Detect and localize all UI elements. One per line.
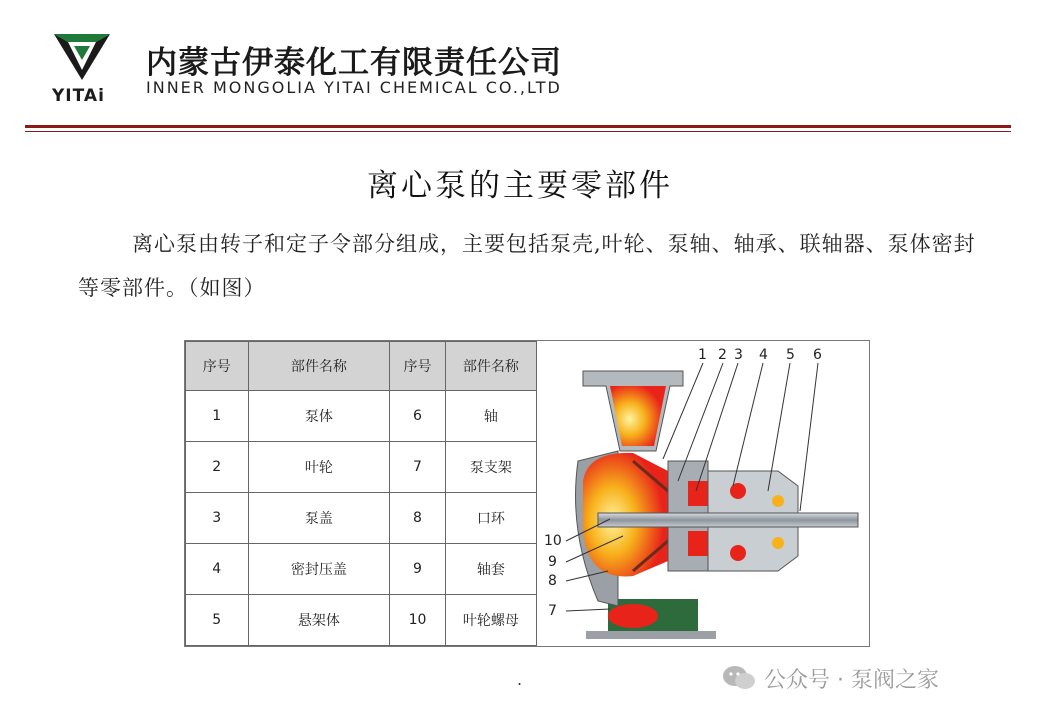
cell-name: 泵盖: [248, 493, 390, 544]
label-2: 2: [718, 347, 727, 363]
table-row: [186, 391, 537, 442]
cell-name: 叶轮: [248, 442, 390, 493]
label-7: 7: [548, 603, 557, 619]
cell-name: 口环: [445, 493, 536, 544]
seal-lower: [688, 531, 708, 556]
base-plate: [586, 631, 716, 639]
parts-table: [185, 341, 537, 646]
watermark: [722, 660, 939, 696]
cell-name: 密封压盖: [248, 544, 390, 595]
header-rule-thin: [25, 131, 1011, 132]
header-name: 部件名称: [248, 342, 390, 391]
pump-shaft: [598, 513, 858, 527]
lower-volute-flow: [608, 604, 658, 628]
cell-no: 9: [390, 544, 446, 595]
cell-name: 叶轮螺母: [445, 595, 536, 646]
label-9: 9: [548, 554, 557, 570]
cell-no: 8: [390, 493, 446, 544]
table-header-row: [186, 342, 537, 391]
bearing-rear-top: [772, 495, 784, 507]
header-rule-thick: [25, 125, 1011, 128]
label-5: 5: [786, 347, 795, 363]
yitai-logo-icon: [50, 30, 114, 82]
bearing-rear-bottom: [772, 537, 784, 549]
label-8: 8: [548, 573, 557, 589]
page-title: 离心泵的主要零部件: [367, 168, 673, 204]
bearing-bottom: [730, 545, 746, 561]
wechat-icon: [722, 664, 756, 692]
company-name-cn: 内蒙古伊泰化工有限责任公司: [146, 45, 562, 81]
cell-name: 轴: [445, 391, 536, 442]
table-row: [186, 595, 537, 646]
label-10: 10: [544, 533, 562, 549]
label-6: 6: [813, 347, 822, 363]
watermark-text: 公众号 · 泵阀之家: [764, 667, 939, 693]
cell-no: 4: [186, 544, 249, 595]
company-name-en: INNER MONGOLIA YITAI CHEMICAL CO.,LTD: [146, 78, 562, 97]
table-row: [186, 493, 537, 544]
header-no: 序号: [186, 342, 249, 391]
cell-name: 泵体: [248, 391, 390, 442]
cell-no: 7: [390, 442, 446, 493]
cell-no: 5: [186, 595, 249, 646]
header-no-2: 序号: [390, 342, 446, 391]
table-row: [186, 442, 537, 493]
label-3: 3: [734, 347, 743, 363]
cell-no: 1: [186, 391, 249, 442]
cell-name: 轴套: [445, 544, 536, 595]
pump-cross-section: [538, 341, 869, 646]
cell-name: 泵支架: [445, 442, 536, 493]
label-1: 1: [698, 347, 707, 363]
cell-no: 6: [390, 391, 446, 442]
logo-wordmark: YITAi: [52, 86, 105, 106]
cell-no: 10: [390, 595, 446, 646]
parts-figure: [184, 340, 870, 647]
cell-no: 2: [186, 442, 249, 493]
cell-name: 悬架体: [248, 595, 390, 646]
label-4: 4: [759, 347, 768, 363]
intro-paragraph: 离心泵由转子和定子令部分组成，主要包括泵壳,叶轮、泵轴、轴承、联轴器、泵体密封等零部件。（如图）: [78, 232, 976, 300]
bearing-top: [730, 483, 746, 499]
cell-no: 3: [186, 493, 249, 544]
page-footer-dot: .: [517, 670, 523, 689]
header-name-2: 部件名称: [445, 342, 536, 391]
table-row: [186, 544, 537, 595]
